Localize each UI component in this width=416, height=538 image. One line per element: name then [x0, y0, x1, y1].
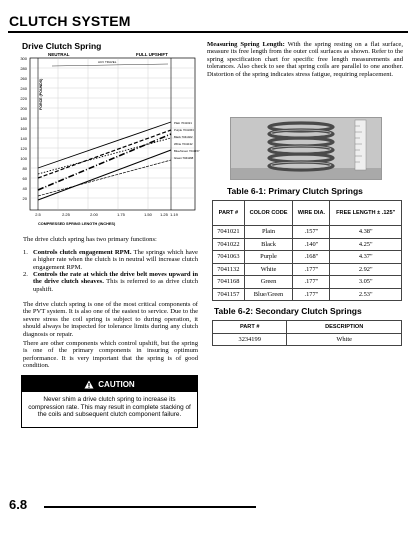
table-cell: White [287, 333, 402, 346]
y-tick: 40 [22, 186, 27, 191]
table-cell: .140" [293, 238, 330, 251]
table-cell: .177" [293, 263, 330, 276]
legend-entry: Green 7041168 [174, 156, 194, 160]
y-tick: 100 [20, 156, 27, 161]
y-tick: 80 [22, 166, 27, 171]
table-cell: Black [244, 238, 293, 251]
table2-title: Table 6-2: Secondary Clutch Springs [214, 306, 362, 316]
table-cell: 7041157 [213, 288, 245, 301]
column-header: FREE LENGTH ± .125" [330, 201, 402, 226]
y-tick: 220 [20, 96, 27, 101]
list-item [23, 249, 198, 271]
table-cell: 2.53" [330, 288, 402, 301]
table-cell: .177" [293, 276, 330, 289]
table-cell: 7041021 [213, 226, 245, 239]
table-cell: .168" [293, 251, 330, 264]
table-cell: 7041063 [213, 251, 245, 264]
y-tick: 300 [20, 56, 27, 61]
table-row [213, 226, 402, 239]
coil-spring-illustration [231, 118, 381, 179]
table-cell: 3234199 [213, 333, 287, 346]
table-cell: .157" [293, 226, 330, 239]
table-cell: 4.38" [330, 226, 402, 239]
table-cell: 4.25" [330, 238, 402, 251]
x-tick: 2.5 [35, 212, 41, 217]
spring-measurement-photo [230, 117, 382, 180]
x-tick: 2.25 [62, 212, 70, 217]
table-header-row [213, 201, 402, 226]
table-cell: 7041132 [213, 263, 245, 276]
x-tick: 1.75 [117, 212, 125, 217]
table1-title: Table 6-1: Primary Clutch Springs [227, 186, 363, 196]
column-header: COLOR CODE [244, 201, 293, 226]
table-row [213, 288, 402, 301]
table-cell: 7041168 [213, 276, 245, 289]
x-axis-label: COMPRESSED SPRING LENGTH (INCHES) [38, 222, 116, 226]
page-header-title: CLUTCH SYSTEM [9, 13, 131, 29]
neutral-label: NEUTRAL [48, 52, 70, 57]
function-text: The springs which have a higher rate when the clutch is in neutral will increase clutch engagement RPM. [33, 249, 198, 271]
measuring-heading: Measuring Spring Length: [207, 41, 285, 48]
table-row [213, 276, 402, 289]
x-tick: 2.00 [90, 212, 98, 217]
list-number: 1. [23, 249, 28, 256]
y-tick: 180 [20, 116, 27, 121]
y-tick: 60 [22, 176, 27, 181]
list-number: 2. [23, 271, 28, 278]
measuring-text: With the spring resting on a flat surface, measure its free length from the outer coil surfaces as shown. Refer to the spring specification chart for specific free length measurements and tolerances. Also check to see that spring coils are parallel to one another. Distortion of the spring indicates stress fatigue, requiring replacement. [207, 41, 403, 78]
table-cell: 7041022 [213, 238, 245, 251]
footer-rule [44, 506, 256, 508]
primary-clutch-springs-table [212, 200, 402, 301]
table-cell: 3.05" [330, 276, 402, 289]
full-upshift-label: FULL UPSHIFT [136, 52, 168, 57]
table-cell: 4.37" [330, 251, 402, 264]
measuring-paragraph [207, 41, 403, 78]
list-item [23, 271, 198, 293]
caution-text: Never shim a drive clutch spring to increase its compression rate. This may result in complete stacking of the coils and subsequent clutch component failure. [28, 396, 191, 419]
table-row [213, 263, 402, 276]
column-header: PART # [213, 201, 245, 226]
spring-force-chart [8, 50, 203, 230]
column-header: WIRE DIA. [293, 201, 330, 226]
function-heading: Controls the rate at which the drive belt moves upward in the drive clutch sheaves. [33, 271, 198, 286]
function-heading: Controls clutch engagement RPM. [33, 249, 132, 256]
y-axis-label: FORCE (POUNDS) [39, 78, 43, 110]
table-header-row [213, 321, 402, 334]
upshift-components-paragraph: There are other components which control upshift, but the spring is one of the primary components in insuring optimum performance. It is very important that the spring is of good condition. [23, 340, 198, 370]
secondary-clutch-springs-table [212, 320, 402, 346]
caution-box [21, 375, 198, 428]
page-number: 6.8 [9, 497, 28, 512]
x-tick: 1.50 [144, 212, 152, 217]
legend-entry: Plain 7041021 [174, 121, 192, 125]
header-rule [8, 31, 408, 33]
table-cell: White [244, 263, 293, 276]
table-row [213, 333, 402, 346]
caution-header [22, 376, 197, 392]
table-cell: Blue/Green [244, 288, 293, 301]
y-tick: 200 [20, 106, 27, 111]
table-cell: Plain [244, 226, 293, 239]
table-cell: 2.92" [330, 263, 402, 276]
legend-entry: White 7041132 [174, 142, 193, 146]
functions-intro: The drive clutch spring has two primary functions: [23, 236, 157, 243]
y-tick: 280 [20, 66, 27, 71]
table-cell: Purple [244, 251, 293, 264]
y-tick: 20 [22, 196, 27, 201]
column-header: DESCRIPTION [287, 321, 402, 334]
function-text: This is referred to as drive clutch upshift. [33, 278, 198, 293]
legend-entry: Purple 7041063 [174, 128, 194, 132]
y-tick: 240 [20, 86, 27, 91]
table-row [213, 251, 402, 264]
x-tick: 1.25 [160, 212, 168, 217]
drive-clutch-spring-title: Drive Clutch Spring [22, 41, 102, 51]
legend-entry: Blue/Green 7041157 [174, 149, 200, 153]
y-tick: 260 [20, 76, 27, 81]
table-cell: .177" [293, 288, 330, 301]
table-row [213, 238, 402, 251]
y-tick: 120 [20, 146, 27, 151]
column-header: PART # [213, 321, 287, 334]
y-tick: 160 [20, 126, 27, 131]
travel-label: ACV TRAVEL [98, 60, 117, 64]
table-cell: Green [244, 276, 293, 289]
caution-title: CAUTION [98, 379, 135, 389]
legend-entry: Black 7041022 [174, 135, 193, 139]
warning-icon [84, 380, 94, 389]
x-tick: 1.19 [170, 212, 178, 217]
y-tick: 140 [20, 136, 27, 141]
spring-critical-paragraph: The drive clutch spring is one of the most critical components of the PVT system. It is also one of the easiest to service. Due to the severe stress the coil spring is subject to during operation, it should always be inspected for tolerance limits during any clutch diagnosis or repair. [23, 301, 198, 338]
